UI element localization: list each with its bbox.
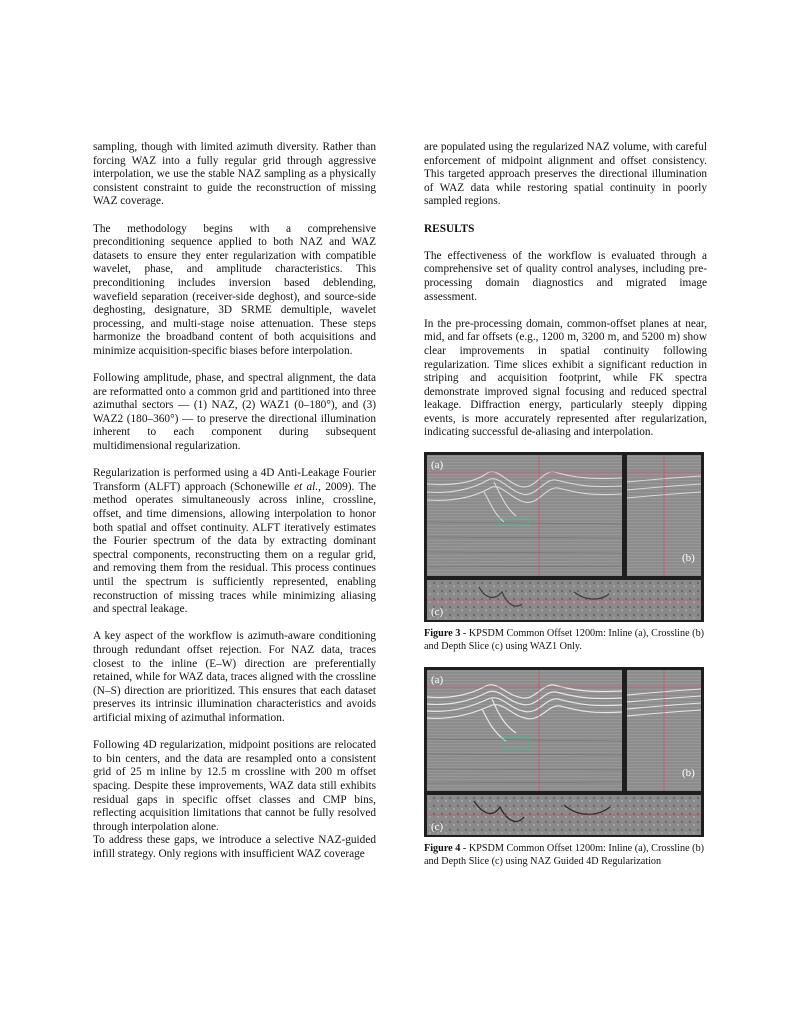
panel-a-label: (a) xyxy=(431,674,444,686)
alft-text-a: Regularization is performed using a 4D Anti-Leakage Fourier Transform (ALFT) approach (Schonewille xyxy=(93,467,376,493)
figure-4-label: Figure 4 xyxy=(424,843,461,854)
panel-a-inline xyxy=(427,455,622,576)
panel-c-label: (c) xyxy=(431,606,444,618)
panel-a-label: (a) xyxy=(431,459,444,471)
left-paragraph-5: A key aspect of the workflow is azimuth-aware conditioning through redundant offset rejection. For NAZ data, traces closest to the inline (E–W) direction are preferentially retained, while for WAZ data, traces aligned with the crossline (N–S) direction are prioritized. This ensures that each dataset preserves its intrinsic illumination characteristics and avoids artificial mixing of azimuthal information. xyxy=(93,630,376,724)
figure-3-seismic xyxy=(424,452,704,622)
right-paragraph-1: are populated using the regularized NAZ volume, with careful enforcement of midpoint alignment and offset consistency. This targeted approach preserves the directional illumination of WAZ data while restoring spatial continuity in poorly sampled regions. xyxy=(424,141,707,208)
et-al: et al. xyxy=(294,480,319,493)
left-paragraph-2: The methodology begins with a comprehensive preconditioning sequence applied to both NAZ and WAZ datasets to ensure they enter regularization with compatible wavelet, phase, and amplitude characteristics. This preconditioning includes inversion based deblending, wavefield separation (receiver-side deghost), and source-side deghosting, designature, 3D SRME demultiple, wavelet processing, and multi-stage noise attenuation. These steps harmonize the broadband content of both acquisitions and minimize acquisition-specific biases before interpolation. xyxy=(93,222,376,357)
figure-3-caption xyxy=(424,628,707,653)
figure-4-caption xyxy=(424,843,707,868)
left-paragraph-4 xyxy=(93,467,376,617)
right-paragraph-2: The effectiveness of the workflow is evaluated through a comprehensive set of quality control analyses, including pre-processing domain diagnostics and migrated image assessment. xyxy=(424,249,707,303)
panel-b-label: (b) xyxy=(682,767,695,779)
panel-a-inline xyxy=(427,670,622,791)
figure-3-caption-text: - KPSDM Common Offset 1200m: Inline (a), Crossline (b) and Depth Slice (c) using WAZ1 Only. xyxy=(424,628,705,652)
right-paragraph-3: In the pre-processing domain, common-offset planes at near, mid, and far offsets (e.g., 1200 m, 3200 m, and 5200 m) show clear improvements in spatial continuity following regularization. Time slices exhibit a significant reduction in striping and acquisition footprint, while FK spectra demonstrate improved signal focusing and reduced spectral leakage. Diffraction energy, particularly steeply dipping events, is more accurately represented after regularization, indicating successful de-aliasing and interpolation. xyxy=(424,317,707,439)
left-column xyxy=(93,141,376,875)
panel-b-label: (b) xyxy=(682,552,695,564)
left-paragraph-7: To address these gaps, we introduce a selective NAZ-guided infill strategy. Only regions with insufficient WAZ coverage xyxy=(93,834,376,860)
alft-text-b: , 2009). The method operates simultaneously across inline, crossline, offset, and time dimensions, allowing interpolation to honor both spatial and offset continuity. ALFT iteratively estimates the Fourier spectrum of the data by extracting dominant spectral components, reconstructing them on a regular grid, and removing them from the residual. This process continues until the spectrum is sufficiently represented, enabling reconstruction of missing traces while minimizing aliasing and spectral leakage. xyxy=(93,480,377,616)
figure-4-image xyxy=(424,667,704,837)
figure-4-caption-text: - KPSDM Common Offset 1200m: Inline (a), Crossline (b) and Depth Slice (c) using NAZ Guided 4D Regularization xyxy=(424,843,705,867)
right-column xyxy=(424,141,707,454)
figure-4-seismic xyxy=(424,667,704,837)
results-heading: RESULTS xyxy=(424,222,475,235)
figure-3-image xyxy=(424,452,704,622)
panel-c-label: (c) xyxy=(431,821,444,833)
left-paragraph-6: Following 4D regularization, midpoint positions are relocated to bin centers, and the data are resampled onto a consistent grid of 25 m inline by 12.5 m crossline with 200 m offset spacing. Despite these improvements, WAZ data still exhibits residual gaps in specific offset classes and CMP bins, reflecting acquisition limitations that cannot be fully resolved through interpolation alone. xyxy=(93,739,376,833)
left-paragraph-1: sampling, though with limited azimuth diversity. Rather than forcing WAZ into a fully regular grid through aggressive interpolation, we use the stable NAZ sampling as a physically consistent constraint to guide the reconstruction of missing WAZ coverage. xyxy=(93,141,376,208)
left-paragraph-3: Following amplitude, phase, and spectral alignment, the data are reformatted onto a common grid and partitioned into three azimuthal sectors — (1) NAZ, (2) WAZ1 (0–180°), and (3) WAZ2 (180–360°) — to preserve the directional illumination inherent to each component during subsequent multidimensional regularization. xyxy=(93,372,376,453)
figure-3-label: Figure 3 xyxy=(424,628,461,639)
